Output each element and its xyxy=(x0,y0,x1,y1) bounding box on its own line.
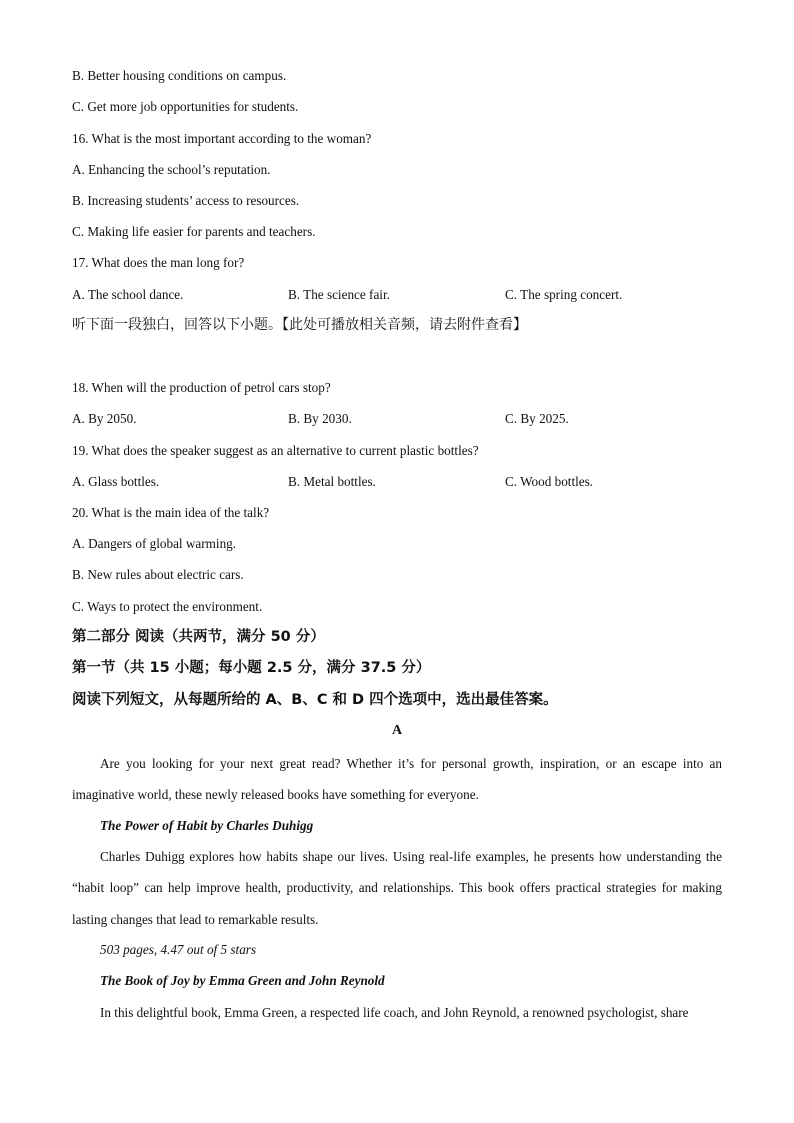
q17-option-c: C. The spring concert. xyxy=(505,287,623,302)
q15-option-b: B. Better housing conditions on campus. xyxy=(72,68,287,83)
book1-description xyxy=(72,841,722,935)
q16-option-b: B. Increasing students’ access to resources. xyxy=(72,193,300,208)
q16-option-c: C. Making life easier for parents and teachers. xyxy=(72,224,316,239)
passage-label: A xyxy=(391,723,403,738)
q17-stem: 17. What does the man long for? xyxy=(72,255,245,270)
q20-option-a: A. Dangers of global warming. xyxy=(72,536,237,551)
monologue-instruction: 听下面一段独白，回答以下小题。【此处可播放相关音频，请去附件查看】 xyxy=(72,317,527,333)
book2-description xyxy=(72,997,722,1028)
book1-meta: 503 pages, 4.47 out of 5 stars xyxy=(100,942,257,957)
part2-heading: 第二部分 阅读（共两节，满分 50 分） xyxy=(72,629,325,645)
q18-option-b: B. By 2030. xyxy=(288,411,352,426)
q18-option-c: C. By 2025. xyxy=(505,411,569,426)
reading-instruction: 阅读下列短文，从每题所给的 A、B、C 和 D 四个选项中，选出最佳答案。 xyxy=(72,692,558,708)
q19-option-a: A. Glass bottles. xyxy=(72,474,160,489)
q15-option-c: C. Get more job opportunities for students. xyxy=(72,99,299,114)
q17-option-b: B. The science fair. xyxy=(288,287,390,302)
section1-heading: 第一节（共 15 小题；每小题 2.5 分，满分 37.5 分） xyxy=(72,660,431,676)
book1-description-text: Charles Duhigg explores how habits shape our lives. Using real-life examples, he presents how understanding the “habit loop” can help improve health, productivity, and relationships. This book offers practical strategies for making lasting changes that lead to remarkable results. xyxy=(72,849,722,927)
q19-option-b: B. Metal bottles. xyxy=(288,474,376,489)
book1-title: The Power of Habit by Charles Duhigg xyxy=(100,818,314,833)
q17-option-a: A. The school dance. xyxy=(72,287,184,302)
book2-title: The Book of Joy by Emma Green and John Reynold xyxy=(100,973,385,988)
q20-option-c: C. Ways to protect the environment. xyxy=(72,599,263,614)
q18-option-a: A. By 2050. xyxy=(72,411,137,426)
q20-stem: 20. What is the main idea of the talk? xyxy=(72,505,270,520)
q16-stem: 16. What is the most important according to the woman? xyxy=(72,131,372,146)
q18-stem: 18. When will the production of petrol cars stop? xyxy=(72,380,331,395)
passage-intro xyxy=(72,748,722,811)
q19-option-c: C. Wood bottles. xyxy=(505,474,594,489)
passage-intro-text: Are you looking for your next great read? Whether it’s for personal growth, inspiration, or an escape into an imaginative world, these newly released books have something for everyone. xyxy=(72,756,722,803)
q16-option-a: A. Enhancing the school’s reputation. xyxy=(72,162,271,177)
q19-stem: 19. What does the speaker suggest as an alternative to current plastic bottles? xyxy=(72,443,479,458)
q20-option-b: B. New rules about electric cars. xyxy=(72,567,244,582)
book2-description-text: In this delightful book, Emma Green, a respected life coach, and John Reynold, a renowned psychologist, share xyxy=(100,1005,689,1020)
